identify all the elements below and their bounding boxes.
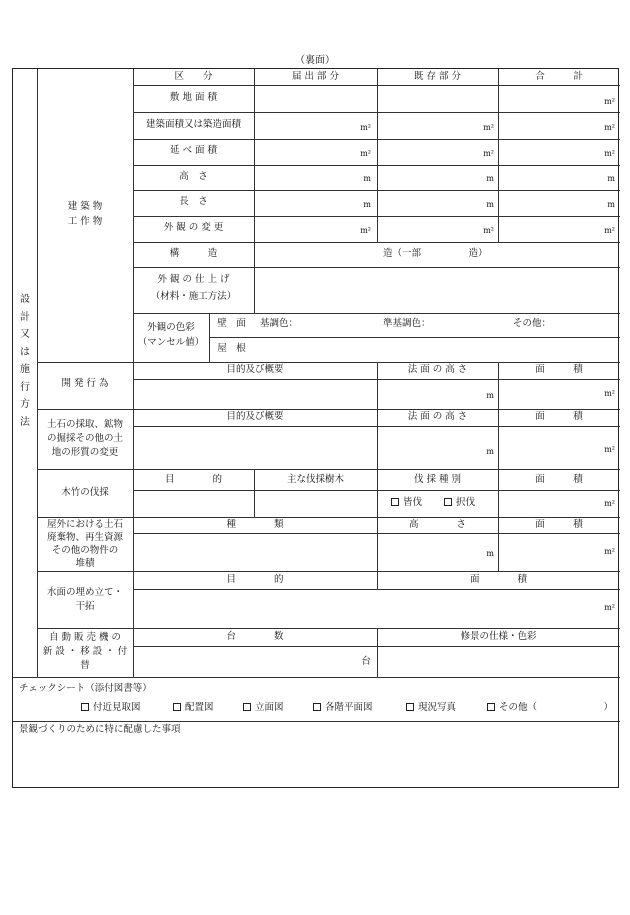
checkbox[interactable] xyxy=(81,703,89,711)
excavation-label-2: の掘採その他の土 xyxy=(46,433,123,444)
storage-kind-header: 種 類 xyxy=(226,519,284,530)
storage-label-1: 屋外における土石 xyxy=(46,519,123,530)
reclamation-area-header: 面 積 xyxy=(469,574,527,585)
storage-area-header: 面 積 xyxy=(535,519,583,530)
row-height: 高 さ xyxy=(179,171,208,182)
checklist-label: その他（ ） xyxy=(499,702,614,713)
unit-ec-existing: m² xyxy=(483,226,494,235)
row-length: 長 さ xyxy=(179,196,208,207)
checklist-item-other[interactable] xyxy=(487,702,613,714)
row-finish-2: （材料・施工方法） xyxy=(150,291,237,302)
vending-label-3: 替 xyxy=(80,660,90,671)
logging-area-header: 面 積 xyxy=(535,474,583,485)
unit-h-existing: m xyxy=(486,174,494,183)
logging-purpose-header: 目 的 xyxy=(164,474,222,485)
unit-stor-area: m² xyxy=(604,547,615,556)
col-header-existing: 既 存 部 分 xyxy=(413,71,462,82)
unit-ec-submitted: m² xyxy=(360,226,371,235)
row-color-2: （マンセル値） xyxy=(137,337,205,348)
structure-value: 造（一部 造） xyxy=(383,248,488,259)
clear-cut-label: 皆伐 xyxy=(403,497,423,508)
selective-cut-option[interactable] xyxy=(444,497,475,509)
sub-color-label: 準基調色： xyxy=(383,318,431,329)
row-building-area: 建築面積又は築造面積 xyxy=(145,119,241,130)
vending-spec-header: 修景の仕様・色彩 xyxy=(460,631,537,642)
checkbox[interactable] xyxy=(243,703,251,711)
storage-label-2: 廃棄物、再生資源 xyxy=(46,532,123,543)
development-label: 開 発 行 為 xyxy=(61,378,109,389)
vending-label-2: 新 設 ・ 移 設 ・ 付 xyxy=(42,646,128,657)
reclamation-label-2: 干拓 xyxy=(75,601,95,612)
unit-ba-submitted: m² xyxy=(360,123,371,132)
building-group-label-2: 工 作 物 xyxy=(67,216,103,227)
storage-height-header: 高 さ xyxy=(408,519,466,530)
selective-cut-label: 択伐 xyxy=(456,497,476,508)
checkbox[interactable] xyxy=(487,703,495,711)
vending-unit: 台 xyxy=(361,656,371,667)
unit-l-submitted: m xyxy=(363,200,371,209)
checkbox[interactable] xyxy=(313,703,321,711)
consideration-title: 景観づくりのために特に配慮した事項 xyxy=(19,724,181,735)
unit-site-total: m² xyxy=(604,97,615,106)
unit-stor-height: m xyxy=(486,549,494,558)
unit-exc-slope: m xyxy=(486,447,494,456)
logging-trees-header: 主な伐採樹木 xyxy=(286,474,344,485)
unit-fa-total: m² xyxy=(604,149,615,158)
unit-recl-area: m² xyxy=(604,603,615,612)
unit-l-existing: m xyxy=(486,200,494,209)
vending-count-header: 台 数 xyxy=(226,631,284,642)
clear-cut-checkbox[interactable] xyxy=(391,498,399,506)
storage-label-4: 堆積 xyxy=(75,558,95,569)
checklist-item-vicinity-map[interactable] xyxy=(81,702,141,714)
development-area-header: 面 積 xyxy=(535,364,583,375)
selective-cut-checkbox[interactable] xyxy=(444,498,452,506)
row-color-1: 外観の色彩 xyxy=(147,322,195,333)
development-purpose-header: 目的及び概要 xyxy=(226,364,284,375)
unit-dev-slope: m xyxy=(486,391,494,400)
row-floor-area: 延 べ 面 積 xyxy=(169,145,218,156)
clear-cut-option[interactable] xyxy=(391,497,422,509)
checklist-item-floor-plans[interactable] xyxy=(313,702,373,714)
row-finish-1: 外 観 の 仕 上 げ xyxy=(157,274,230,285)
unit-ba-existing: m² xyxy=(483,123,494,132)
roof-label: 屋 根 xyxy=(217,343,246,354)
storage-label-3: その他の物件の xyxy=(51,545,119,556)
checklist-label: 付近見取図 xyxy=(93,702,141,713)
page-title: （裏面） xyxy=(295,55,335,66)
unit-ba-total: m² xyxy=(604,123,615,132)
development-slope-header: 法 面 の 高 さ xyxy=(407,364,468,375)
logging-label: 木竹の伐採 xyxy=(61,487,109,498)
checkbox[interactable] xyxy=(173,703,181,711)
checklist-item-photos[interactable] xyxy=(406,702,456,714)
unit-log-area: m² xyxy=(604,499,615,508)
checklist-label: 立面図 xyxy=(255,702,284,713)
checkbox[interactable] xyxy=(406,703,414,711)
excavation-purpose-header: 目的及び概要 xyxy=(226,411,284,422)
checklist-label: 現況写真 xyxy=(418,702,457,713)
unit-h-total: m xyxy=(607,174,615,183)
unit-ec-total: m² xyxy=(604,226,615,235)
row-exterior-change: 外 観 の 変 更 xyxy=(163,222,224,233)
checklist-label: 配置図 xyxy=(185,702,214,713)
checklist-item-elevation[interactable] xyxy=(243,702,284,714)
col-header-category: 区 分 xyxy=(174,71,213,82)
checklist-item-site-plan[interactable] xyxy=(173,702,214,714)
col-header-submitted: 届 出 部 分 xyxy=(291,71,340,82)
checklist-title: チェックシート（添付図書等） xyxy=(19,683,152,694)
unit-exc-area: m² xyxy=(604,445,615,454)
unit-dev-area: m² xyxy=(604,389,615,398)
unit-fa-existing: m² xyxy=(483,149,494,158)
wall-label: 壁 面 xyxy=(217,318,246,329)
vending-label-1: 自 動 販 売 機 の xyxy=(48,632,122,643)
col-header-total: 合 計 xyxy=(535,71,583,82)
building-group-label-1: 建 築 物 xyxy=(67,201,103,212)
excavation-area-header: 面 積 xyxy=(535,411,583,422)
unit-h-submitted: m xyxy=(363,174,371,183)
base-color-label: 基調色： xyxy=(260,318,299,329)
reclamation-label-1: 水面の埋め立て・ xyxy=(46,587,123,598)
unit-l-total: m xyxy=(607,200,615,209)
checklist-label: 各階平面図 xyxy=(325,702,373,713)
row-structure: 構 造 xyxy=(169,248,218,259)
other-color-label: その他： xyxy=(513,318,552,329)
unit-fa-submitted: m² xyxy=(360,149,371,158)
application-form xyxy=(12,68,619,788)
excavation-label-1: 土石の採取、鉱物 xyxy=(46,419,123,430)
excavation-label-3: 地の形質の変更 xyxy=(51,447,119,458)
side-label: 設計又は施行方法 xyxy=(20,294,30,428)
reclamation-purpose-header: 目 的 xyxy=(226,574,284,585)
excavation-slope-header: 法 面 の 高 さ xyxy=(407,411,468,422)
logging-type-header: 伐 採 種 別 xyxy=(413,474,462,485)
row-site-area: 敷 地 面 積 xyxy=(169,92,218,103)
